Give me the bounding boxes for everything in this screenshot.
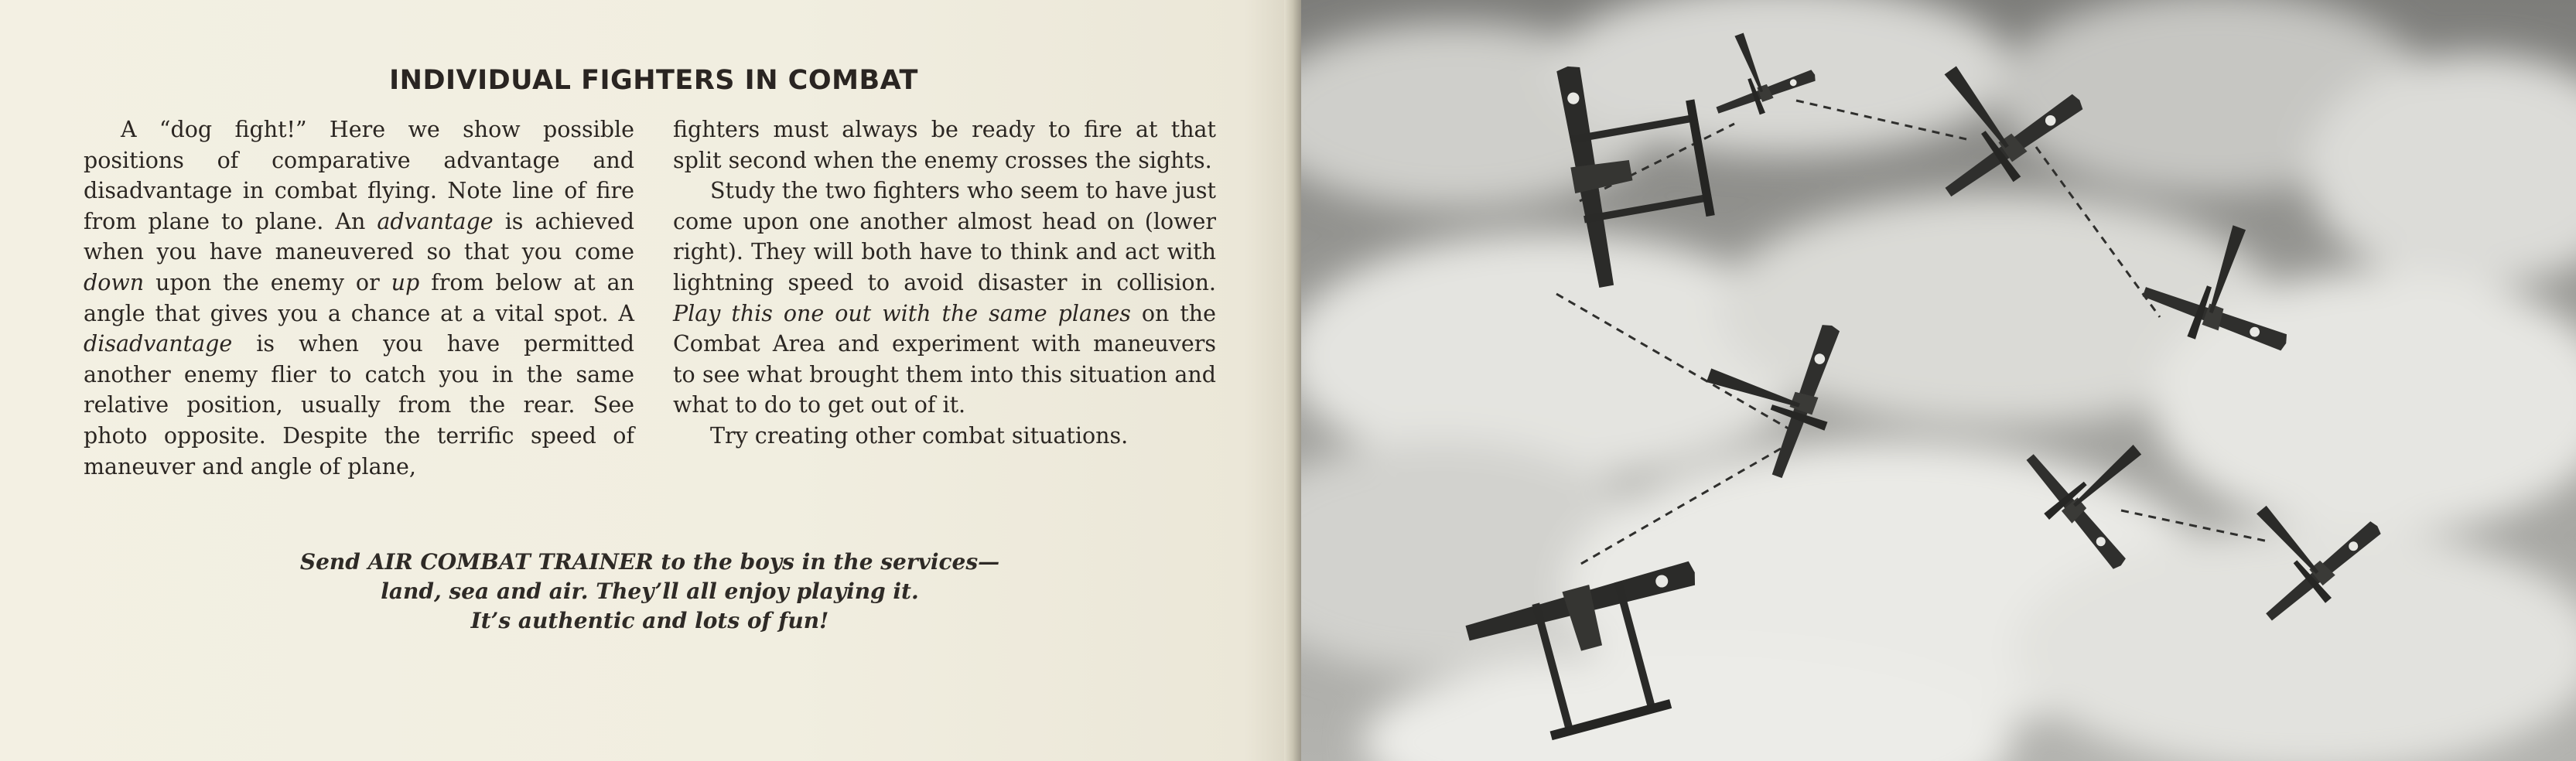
text-run: is achieved when you have maneuvered so that you come xyxy=(84,208,634,265)
italic-term-advantage: advantage xyxy=(377,208,494,234)
promo-line-2: land, sea and air. They’ll all enjoy playing it. xyxy=(381,578,919,604)
promo-note xyxy=(232,548,1068,636)
dogfight-photo xyxy=(1301,0,2576,761)
page-title: INDIVIDUAL FIGHTERS IN COMBAT xyxy=(389,65,918,96)
italic-term-disadvantage: disadvantage xyxy=(84,331,233,357)
text-run: on the Combat Area and experiment with maneuvers to see what brought them into this situation and what to do to get out of it. xyxy=(673,300,1216,418)
text-column-right xyxy=(673,114,1216,452)
italic-instruction: Play this one out with the same planes xyxy=(673,300,1131,326)
promo-line-3: It’s authentic and lots of fun! xyxy=(470,608,829,633)
text-run: Study the two fighters who seem to have just come upon one another almost head on (lower right). They will both have to think and act with lightning speed to avoid disaster in collision. xyxy=(673,178,1216,295)
paragraph-study xyxy=(673,176,1216,421)
text-run: upon the enemy or xyxy=(144,269,391,295)
text-run: from below at an angle that gives you a chance at a vital spot. A xyxy=(84,269,634,326)
promo-line-1: Send AIR COMBAT TRAINER to the boys in the services— xyxy=(299,549,1000,575)
cloud-layer xyxy=(1301,0,2576,761)
italic-term-down: down xyxy=(84,269,145,295)
text-run: is when you have permitted another enemy flier to catch you in the same relative position, usually from the rear. See photo opposite. Despite the terrific speed of maneuver and angle of plane, xyxy=(84,331,634,479)
paragraph-continuation: fighters must always be ready to fire at that split second when the enemy crosses the sights. xyxy=(673,117,1216,173)
italic-term-up: up xyxy=(391,269,420,295)
paragraph-dog-fight xyxy=(84,114,634,482)
page-gutter xyxy=(1284,0,1301,761)
photo-canvas xyxy=(1301,0,2576,761)
text-run: A “dog fight!” Here we show possible positions of comparative advantage and disadvantage in combat flying. Note line of fire from plane to plane. An xyxy=(84,117,634,234)
paragraph-try: Try creating other combat situations. xyxy=(710,422,1129,449)
text-column-left xyxy=(84,114,634,482)
